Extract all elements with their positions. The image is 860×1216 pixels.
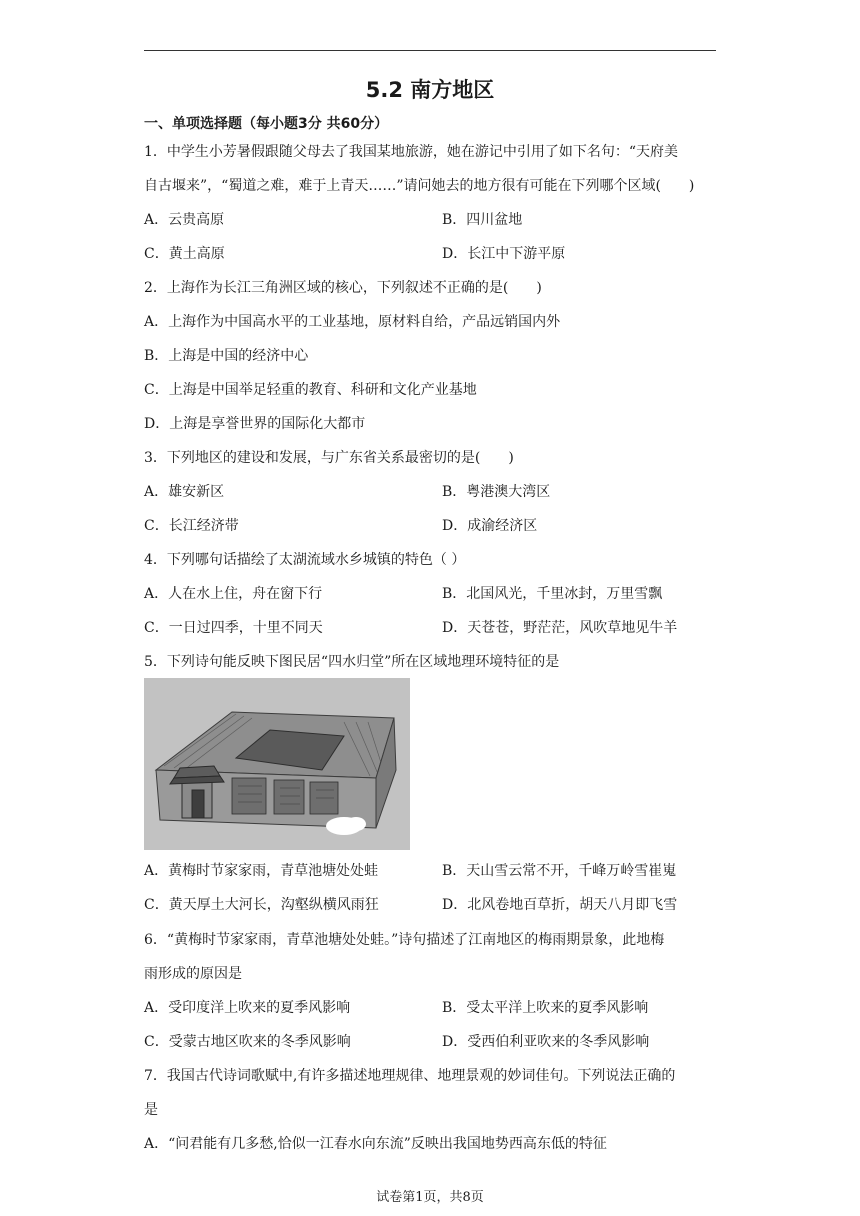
courtyard-house-illustration [144,678,410,850]
question-6-option-b: B．受太平洋上吹来的夏季风影响 [442,1000,649,1016]
question-2-option-d: D．上海是享誉世界的国际化大都市 [144,416,366,432]
page-title: 5.2 南方地区 [365,78,495,102]
question-6-stem-line-1: 6．“黄梅时节家家雨，青草池塘处处蛙。”诗句描述了江南地区的梅雨期景象，此地梅 [144,932,665,948]
question-1-option-c: C．黄土高原 [144,246,225,262]
question-4-option-d: D．天苍苍，野茫茫，风吹草地见牛羊 [442,620,678,636]
question-6-option-c: C．受蒙古地区吹来的冬季风影响 [144,1034,351,1050]
question-4-option-a: A．人在水上住，舟在窗下行 [144,586,323,602]
page-footer: 试卷第1页，共8页 [376,1190,484,1205]
dwelling-figure [144,678,410,850]
question-5-option-b: B．天山雪云常不开，千峰万岭雪崔嵬 [442,863,677,879]
question-3-option-d: D．成渝经济区 [442,518,538,534]
question-7-option-a: A．“问君能有几多愁,恰似一江春水向东流”反映出我国地势西高东低的特征 [144,1136,607,1152]
question-1-option-b: B．四川盆地 [442,212,523,228]
question-4-option-c: C．一日过四季，十里不同天 [144,620,323,636]
question-6-stem-line-2: 雨形成的原因是 [144,966,242,982]
question-7-stem-line-2: 是 [144,1102,158,1118]
question-2-option-a: A．上海作为中国高水平的工业基地，原材料自给，产品远销国内外 [144,314,561,330]
question-4-stem: 4．下列哪句话描绘了太湖流域水乡城镇的特色（ ） [144,552,466,568]
question-5-option-c: C．黄天厚土大河长，沟壑纵横风雨狂 [144,897,379,913]
question-1-stem-line-2: 自古堰来”，“蜀道之难，难于上青天……”请问她去的地方很有可能在下列哪个区域( ) [144,178,695,194]
question-6-option-d: D．受西伯利亚吹来的冬季风影响 [442,1034,650,1050]
question-5-stem: 5．下列诗句能反映下图民居“四水归堂”所在区域地理环境特征的是 [144,654,560,670]
question-2-stem: 2．上海作为长江三角洲区域的核心，下列叙述不正确的是( ) [144,280,542,296]
question-5-option-d: D．北风卷地百草折，胡天八月即飞雪 [442,897,678,913]
question-6-option-a: A．受印度洋上吹来的夏季风影响 [144,1000,351,1016]
question-3-option-a: A．雄安新区 [144,484,225,500]
question-1-option-a: A．云贵高原 [144,212,225,228]
question-3-option-b: B．粤港澳大湾区 [442,484,551,500]
question-1-option-d: D．长江中下游平原 [442,246,566,262]
question-7-stem-line-1: 7．我国古代诗词歌赋中,有许多描述地理规律、地理景观的妙词佳句。下列说法正确的 [144,1068,676,1084]
question-3-option-c: C．长江经济带 [144,518,239,534]
question-2-option-c: C．上海是中国举足轻重的教育、科研和文化产业基地 [144,382,477,398]
question-4-option-b: B．北国风光，千里冰封，万里雪飘 [442,586,663,602]
question-1-stem-line-1: 1．中学生小芳暑假跟随父母去了我国某地旅游，她在游记中引用了如下名句：“天府美 [144,144,679,160]
question-2-option-b: B．上海是中国的经济中心 [144,348,309,364]
section-heading: 一、单项选择题（每小题3分 共60分） [144,116,389,132]
question-3-stem: 3．下列地区的建设和发展，与广东省关系最密切的是( ) [144,450,514,466]
question-5-option-a: A．黄梅时节家家雨，青草池塘处处蛙 [144,863,379,879]
header-rule [144,50,716,51]
